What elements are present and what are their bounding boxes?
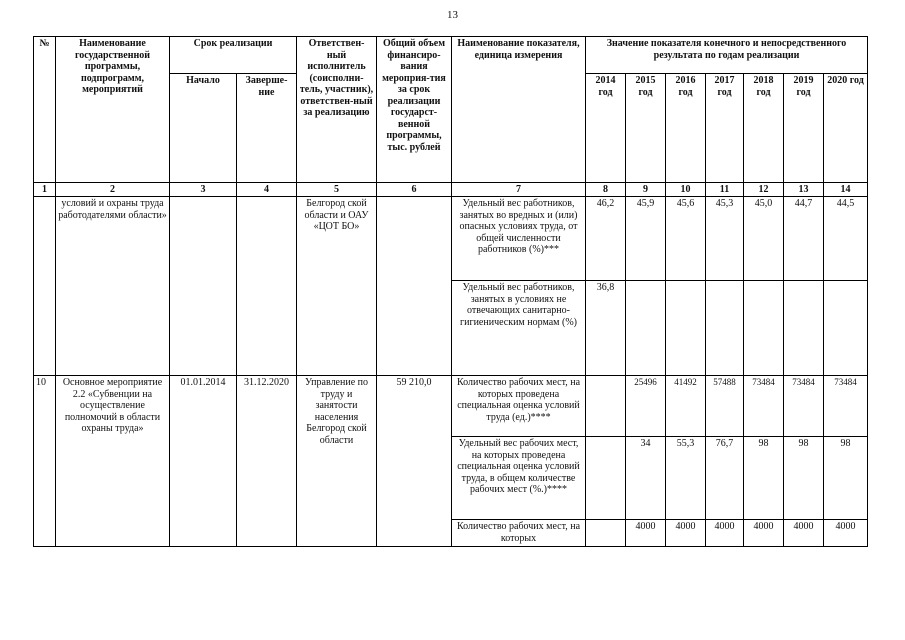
header-year-2020: 2020 год (824, 74, 868, 183)
col-number: 10 (666, 183, 706, 197)
header-end: Заверше-ние (237, 74, 297, 183)
value-2015: 34 (626, 437, 666, 520)
executor: Белгород ской области и ОАУ «ЦОТ БО» (297, 197, 377, 376)
value-2017 (706, 281, 744, 376)
value-2016: 4000 (666, 520, 706, 547)
col-number: 1 (34, 183, 56, 197)
value-2019: 4000 (784, 520, 824, 547)
header-year-2015: 2015 год (626, 74, 666, 183)
value-2016: 41492 (666, 376, 706, 437)
value-2018: 4000 (744, 520, 784, 547)
header-year-2018: 2018 год (744, 74, 784, 183)
header-executor: Ответствен-ный исполнитель (соисполни-тель, участник), ответствен-ный за реализацию (297, 37, 377, 183)
value-2017: 4000 (706, 520, 744, 547)
end-date: 31.12.2020 (237, 376, 297, 547)
header-volume: Общий объем финансиро-вания мероприя-тия за срок реализации государст-венной программы, тыс. рублей (377, 37, 452, 183)
value-2020 (824, 281, 868, 376)
col-number: 5 (297, 183, 377, 197)
value-2015 (626, 281, 666, 376)
col-number: 11 (706, 183, 744, 197)
value-2014 (586, 437, 626, 520)
column-number-row (34, 183, 868, 197)
indicator-name: Количество рабочих мест, на которых проведена специальная оценка условий труда (ед.)**** (452, 376, 586, 437)
executor: Управление по труду и занятости населения Белгород ской области (297, 376, 377, 547)
indicator-name: Удельный вес рабочих мест, на которых проведена специальная оценка условий труда, в общем количестве рабочих мест (%.)**** (452, 437, 586, 520)
value-2018: 73484 (744, 376, 784, 437)
value-2017: 57488 (706, 376, 744, 437)
row-no (34, 197, 56, 376)
header-year-2017: 2017 год (706, 74, 744, 183)
col-number: 14 (824, 183, 868, 197)
value-2017: 76,7 (706, 437, 744, 520)
header-period: Срок реализации (170, 37, 297, 74)
indicator-name: Удельный вес работников, занятых во вредных и (или) опасных условиях труда, от общей численности работников (%)*** (452, 197, 586, 281)
header-indicator: Наименование показателя, единица измерения (452, 37, 586, 183)
value-2018 (744, 281, 784, 376)
indicator-name: Количество рабочих мест, на которых (452, 520, 586, 547)
measure-name: Основное мероприятие 2.2 «Субвенции на осуществление полномочий в области охраны труда» (56, 376, 170, 547)
col-number: 6 (377, 183, 452, 197)
value-2015: 25496 (626, 376, 666, 437)
header-year-2014: 2014 год (586, 74, 626, 183)
value-2020: 98 (824, 437, 868, 520)
value-2014: 36,8 (586, 281, 626, 376)
col-number: 4 (237, 183, 297, 197)
value-2015: 4000 (626, 520, 666, 547)
value-2020: 44,5 (824, 197, 868, 281)
value-2020: 73484 (824, 376, 868, 437)
funding-volume: 59 210,0 (377, 376, 452, 547)
value-2016: 55,3 (666, 437, 706, 520)
col-number: 7 (452, 183, 586, 197)
value-2019: 73484 (784, 376, 824, 437)
value-2014: 46,2 (586, 197, 626, 281)
start-date (170, 197, 237, 376)
end-date (237, 197, 297, 376)
value-2016: 45,6 (666, 197, 706, 281)
table-row (34, 197, 868, 281)
value-2015: 45,9 (626, 197, 666, 281)
page-number: 13 (447, 9, 458, 21)
header-start: Начало (170, 74, 237, 183)
header-year-2016: 2016 год (666, 74, 706, 183)
value-2019: 44,7 (784, 197, 824, 281)
table-row (34, 376, 868, 437)
header-name: Наименование государственной программы, подпрограмм, мероприятий (56, 37, 170, 183)
funding-volume (377, 197, 452, 376)
value-2018: 45,0 (744, 197, 784, 281)
value-2020: 4000 (824, 520, 868, 547)
header-values: Значение показателя конечного и непосредственного результата по годам реализации (586, 37, 868, 74)
col-number: 2 (56, 183, 170, 197)
col-number: 9 (626, 183, 666, 197)
value-2019 (784, 281, 824, 376)
header-row-1 (34, 37, 868, 74)
indicator-name: Удельный вес работников, занятых в условиях не отвечающих санитарно-гигиеническим нормам (%) (452, 281, 586, 376)
value-2017: 45,3 (706, 197, 744, 281)
start-date: 01.01.2014 (170, 376, 237, 547)
value-2016 (666, 281, 706, 376)
col-number: 12 (744, 183, 784, 197)
value-2014 (586, 520, 626, 547)
measure-name: условий и охраны труда работодателями области» (56, 197, 170, 376)
row-no: 10 (34, 376, 56, 547)
value-2014 (586, 376, 626, 437)
header-year-2019: 2019 год (784, 74, 824, 183)
col-number: 8 (586, 183, 626, 197)
col-number: 3 (170, 183, 237, 197)
col-number: 13 (784, 183, 824, 197)
value-2019: 98 (784, 437, 824, 520)
value-2018: 98 (744, 437, 784, 520)
program-table (33, 36, 868, 547)
header-no: № (34, 37, 56, 183)
